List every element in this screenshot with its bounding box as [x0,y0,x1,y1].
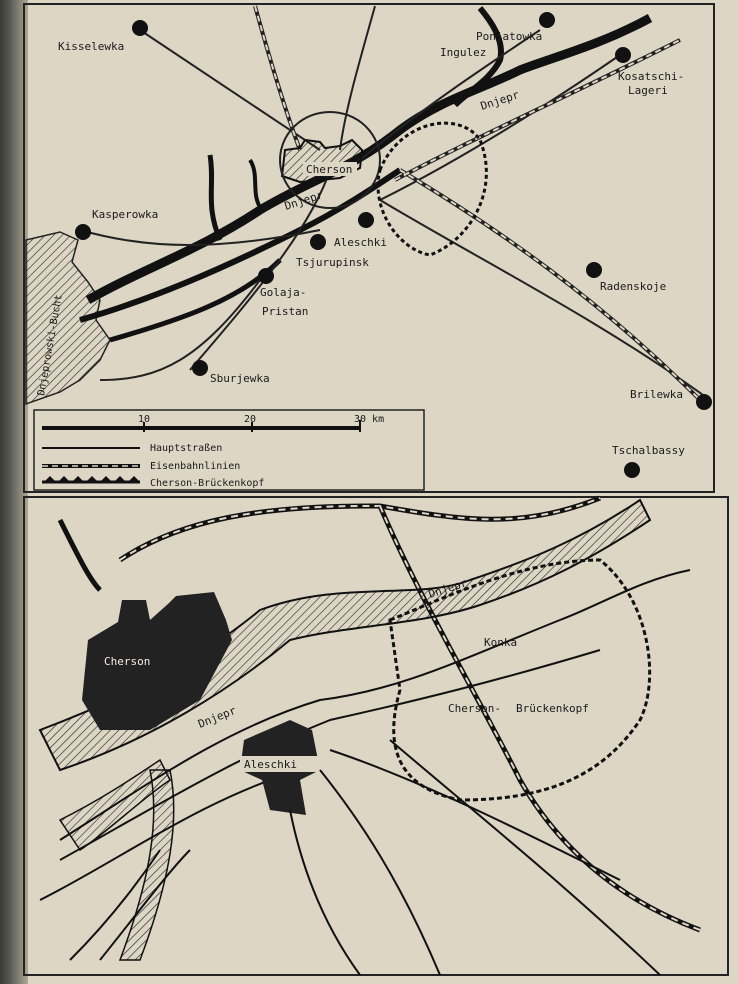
label-tschalbassy: Tschalbassy [612,444,685,457]
label-aleschki: Aleschki [334,236,387,249]
label-kisselewka: Kisselewka [58,40,125,53]
label-radenskoje: Radenskoje [600,280,667,293]
label-ingulez: Ingulez [440,46,487,59]
legend-railways: Eisenbahnlinien [150,461,241,472]
tributary [210,155,220,240]
label-sburjewka: Sburjewka [210,372,270,385]
label-golaja: Golaja- [260,286,307,299]
main-roads [80,6,710,400]
dnjepr-river [88,18,650,300]
tributary-2 [250,160,262,210]
scale-10: 10 [138,414,151,425]
legend [34,410,424,490]
label-pristan: Pristan [262,305,309,318]
label-cherson: Cherson [306,163,353,176]
label-ponjatowka: Ponjatowka [476,30,543,43]
legend-main-roads: Hauptstraßen [150,443,223,454]
label-kosatschi: Kosatschi- [618,70,685,83]
roads-south [290,740,660,975]
label-brilewka: Brilewka [630,388,683,401]
label-lageri: Lageri [628,84,668,97]
label-tsjurupinsk: Tsjurupinsk [296,256,369,269]
label-bridgehead-1: Cherson- [448,702,501,715]
label-aleschki-bottom: Aleschki [244,758,297,771]
label-dnjepr-east: Dnjepr [478,88,521,113]
label-dnjepr-bottom: Dnjepr [196,703,238,731]
label-konka: Konka [484,636,518,649]
bottom-map [40,498,700,975]
scale-20: 20 [244,414,257,425]
railways [255,6,700,400]
label-bridgehead-2: Brückenkopf [516,702,589,715]
label-cherson-bottom: Cherson [104,655,151,668]
legend-bridgehead: Cherson-Brückenkopf [150,478,265,489]
label-kasperowka: Kasperowka [92,208,159,221]
label-dnjepr-west: Dnjepr [282,188,325,213]
label-bay: Dnjeprowski-Bucht [36,293,65,397]
label-dnjepr-upper: Dnjepr [426,576,469,601]
scale-30: 30 km [354,414,385,425]
top-map [26,6,712,490]
